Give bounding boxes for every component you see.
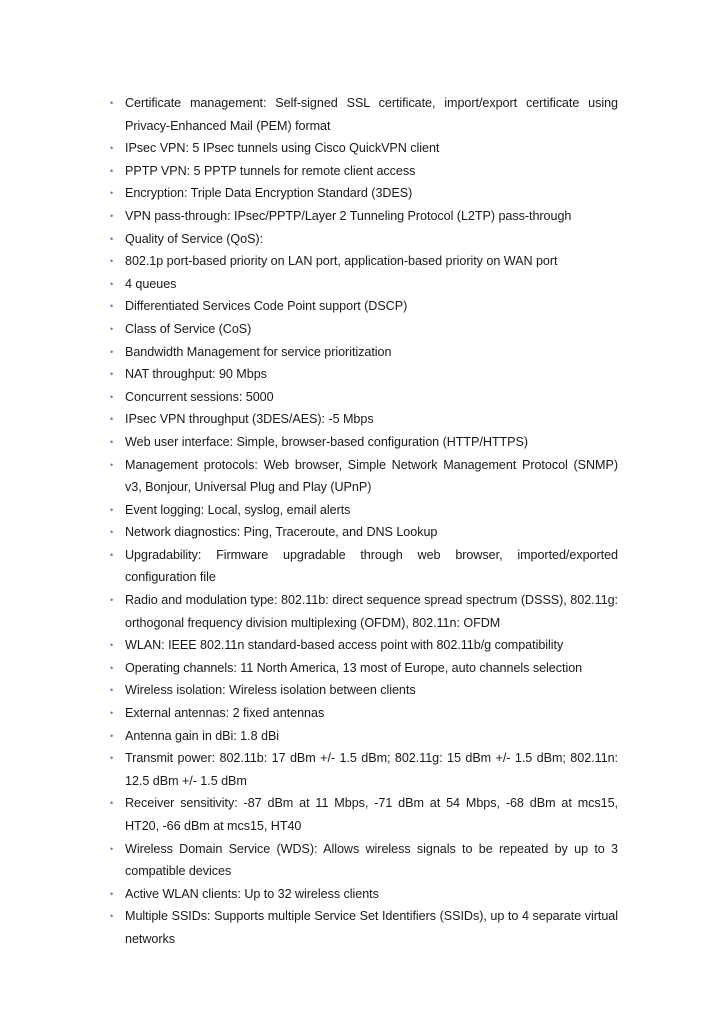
list-item bbox=[110, 228, 618, 251]
bullet-icon: • bbox=[110, 391, 114, 402]
bullet-icon: • bbox=[110, 165, 114, 176]
list-item bbox=[110, 137, 618, 160]
list-item bbox=[110, 634, 618, 657]
list-item bbox=[110, 747, 618, 792]
list-item-text: Wireless isolation: Wireless isolation between clients bbox=[125, 683, 416, 698]
bullet-icon: • bbox=[110, 640, 114, 651]
list-item bbox=[110, 679, 618, 702]
bullet-icon: • bbox=[110, 278, 114, 289]
list-item bbox=[110, 883, 618, 906]
bullet-icon: • bbox=[110, 346, 114, 357]
bullet-icon: • bbox=[110, 323, 114, 334]
list-item bbox=[110, 521, 618, 544]
list-item bbox=[110, 431, 618, 454]
list-item-text: Differentiated Services Code Point support (DSCP) bbox=[125, 299, 408, 314]
list-item bbox=[110, 250, 618, 273]
bullet-icon: • bbox=[110, 595, 114, 606]
list-item bbox=[110, 589, 618, 634]
list-item bbox=[110, 499, 618, 522]
list-item bbox=[110, 205, 618, 228]
list-item bbox=[110, 838, 618, 883]
list-item bbox=[110, 792, 618, 837]
list-item bbox=[110, 295, 618, 318]
list-item-text: VPN pass-through: IPsec/PPTP/Layer 2 Tunneling Protocol (L2TP) pass-through bbox=[125, 208, 572, 223]
list-item-text: Certificate management: Self-signed SSL certificate, import/export certificate using Privacy-Enhanced Mail (PEM) format bbox=[125, 96, 618, 133]
bullet-icon: • bbox=[110, 369, 114, 380]
list-item-text: Network diagnostics: Ping, Traceroute, and DNS Lookup bbox=[125, 525, 438, 540]
bullet-icon: • bbox=[110, 527, 114, 538]
list-item-text: Radio and modulation type: 802.11b: direct sequence spread spectrum (DSSS), 802.11g: orthogonal frequency division multiplexing (OFDM), 802.11n: OFDM bbox=[125, 593, 618, 630]
list-item-text: Encryption: Triple Data Encryption Standard (3DES) bbox=[125, 186, 413, 201]
bullet-icon: • bbox=[110, 504, 114, 515]
list-item bbox=[110, 905, 618, 950]
list-item-text: Management protocols: Web browser, Simple Network Management Protocol (SNMP) v3, Bonjour, Universal Plug and Play (UPnP) bbox=[125, 457, 618, 495]
list-item-text: Transmit power: 802.11b: 17 dBm +/- 1.5 dBm; 802.11g: 15 dBm +/- 1.5 dBm; 802.11n: 12.5 dBm +/- 1.5 dBm bbox=[125, 751, 618, 788]
list-item bbox=[110, 702, 618, 725]
list-item-text: IPsec VPN: 5 IPsec tunnels using Cisco QuickVPN client bbox=[125, 141, 440, 156]
list-item bbox=[110, 725, 618, 748]
bullet-icon: • bbox=[110, 888, 114, 899]
spec-bullet-list bbox=[110, 92, 618, 951]
bullet-icon: • bbox=[110, 459, 114, 470]
list-item bbox=[110, 408, 618, 431]
bullet-icon: • bbox=[110, 301, 114, 312]
bullet-icon: • bbox=[110, 210, 114, 221]
bullet-icon: • bbox=[110, 233, 114, 244]
bullet-icon: • bbox=[110, 753, 114, 764]
list-item bbox=[110, 657, 618, 680]
list-item bbox=[110, 363, 618, 386]
list-item-text: Wireless Domain Service (WDS): Allows wireless signals to be repeated by up to 3 compatible devices bbox=[125, 841, 618, 879]
list-item bbox=[110, 544, 618, 589]
bullet-icon: • bbox=[110, 256, 114, 267]
list-item-text: Concurrent sessions: 5000 bbox=[125, 389, 274, 404]
list-item-text: External antennas: 2 fixed antennas bbox=[125, 706, 325, 721]
list-item-text: Antenna gain in dBi: 1.8 dBi bbox=[125, 728, 280, 743]
bullet-icon: • bbox=[110, 911, 114, 922]
bullet-icon: • bbox=[110, 549, 114, 560]
list-item bbox=[110, 160, 618, 183]
list-item-text: Event logging: Local, syslog, email alerts bbox=[125, 502, 351, 517]
bullet-icon: • bbox=[110, 843, 114, 854]
bullet-icon: • bbox=[110, 798, 114, 809]
list-item bbox=[110, 273, 618, 296]
list-item-text: 4 queues bbox=[125, 276, 177, 291]
list-item bbox=[110, 341, 618, 364]
bullet-icon: • bbox=[110, 188, 114, 199]
list-item-text: Quality of Service (QoS): bbox=[125, 231, 264, 246]
list-item bbox=[110, 454, 618, 499]
list-item-text: Bandwidth Management for service prioritization bbox=[125, 344, 392, 359]
bullet-icon: • bbox=[110, 708, 114, 719]
bullet-icon: • bbox=[110, 143, 114, 154]
bullet-icon: • bbox=[110, 98, 114, 108]
list-item-text: Web user interface: Simple, browser-based configuration (HTTP/HTTPS) bbox=[125, 434, 529, 449]
list-item-text: Upgradability: Firmware upgradable through web browser, imported/exported configuration file bbox=[125, 547, 618, 585]
bullet-icon: • bbox=[110, 436, 114, 447]
list-item bbox=[110, 92, 618, 137]
bullet-icon: • bbox=[110, 414, 114, 425]
bullet-icon: • bbox=[110, 662, 114, 673]
list-item-text: PPTP VPN: 5 PPTP tunnels for remote client access bbox=[125, 163, 416, 178]
list-item-text: IPsec VPN throughput (3DES/AES): -5 Mbps bbox=[125, 412, 374, 427]
bullet-icon: • bbox=[110, 730, 114, 741]
list-item bbox=[110, 318, 618, 341]
list-item bbox=[110, 386, 618, 409]
list-item-text: Active WLAN clients: Up to 32 wireless clients bbox=[125, 886, 379, 901]
list-item-text: NAT throughput: 90 Mbps bbox=[125, 367, 267, 382]
list-item-text: Multiple SSIDs: Supports multiple Service Set Identifiers (SSIDs), up to 4 separate virtual networks bbox=[125, 909, 618, 946]
list-item-text: Operating channels: 11 North America, 13 most of Europe, auto channels selection bbox=[125, 660, 583, 675]
list-item-text: 802.1p port-based priority on LAN port, application-based priority on WAN port bbox=[125, 254, 558, 269]
list-item-text: Class of Service (CoS) bbox=[125, 321, 252, 336]
list-item-text: Receiver sensitivity: -87 dBm at 11 Mbps, -71 dBm at 54 Mbps, -68 dBm at mcs15, HT20, -66 dBm at mcs15, HT40 bbox=[125, 796, 618, 833]
list-item-text: WLAN: IEEE 802.11n standard-based access point with 802.11b/g compatibility bbox=[125, 638, 564, 653]
bullet-icon: • bbox=[110, 685, 114, 696]
list-item bbox=[110, 182, 618, 205]
